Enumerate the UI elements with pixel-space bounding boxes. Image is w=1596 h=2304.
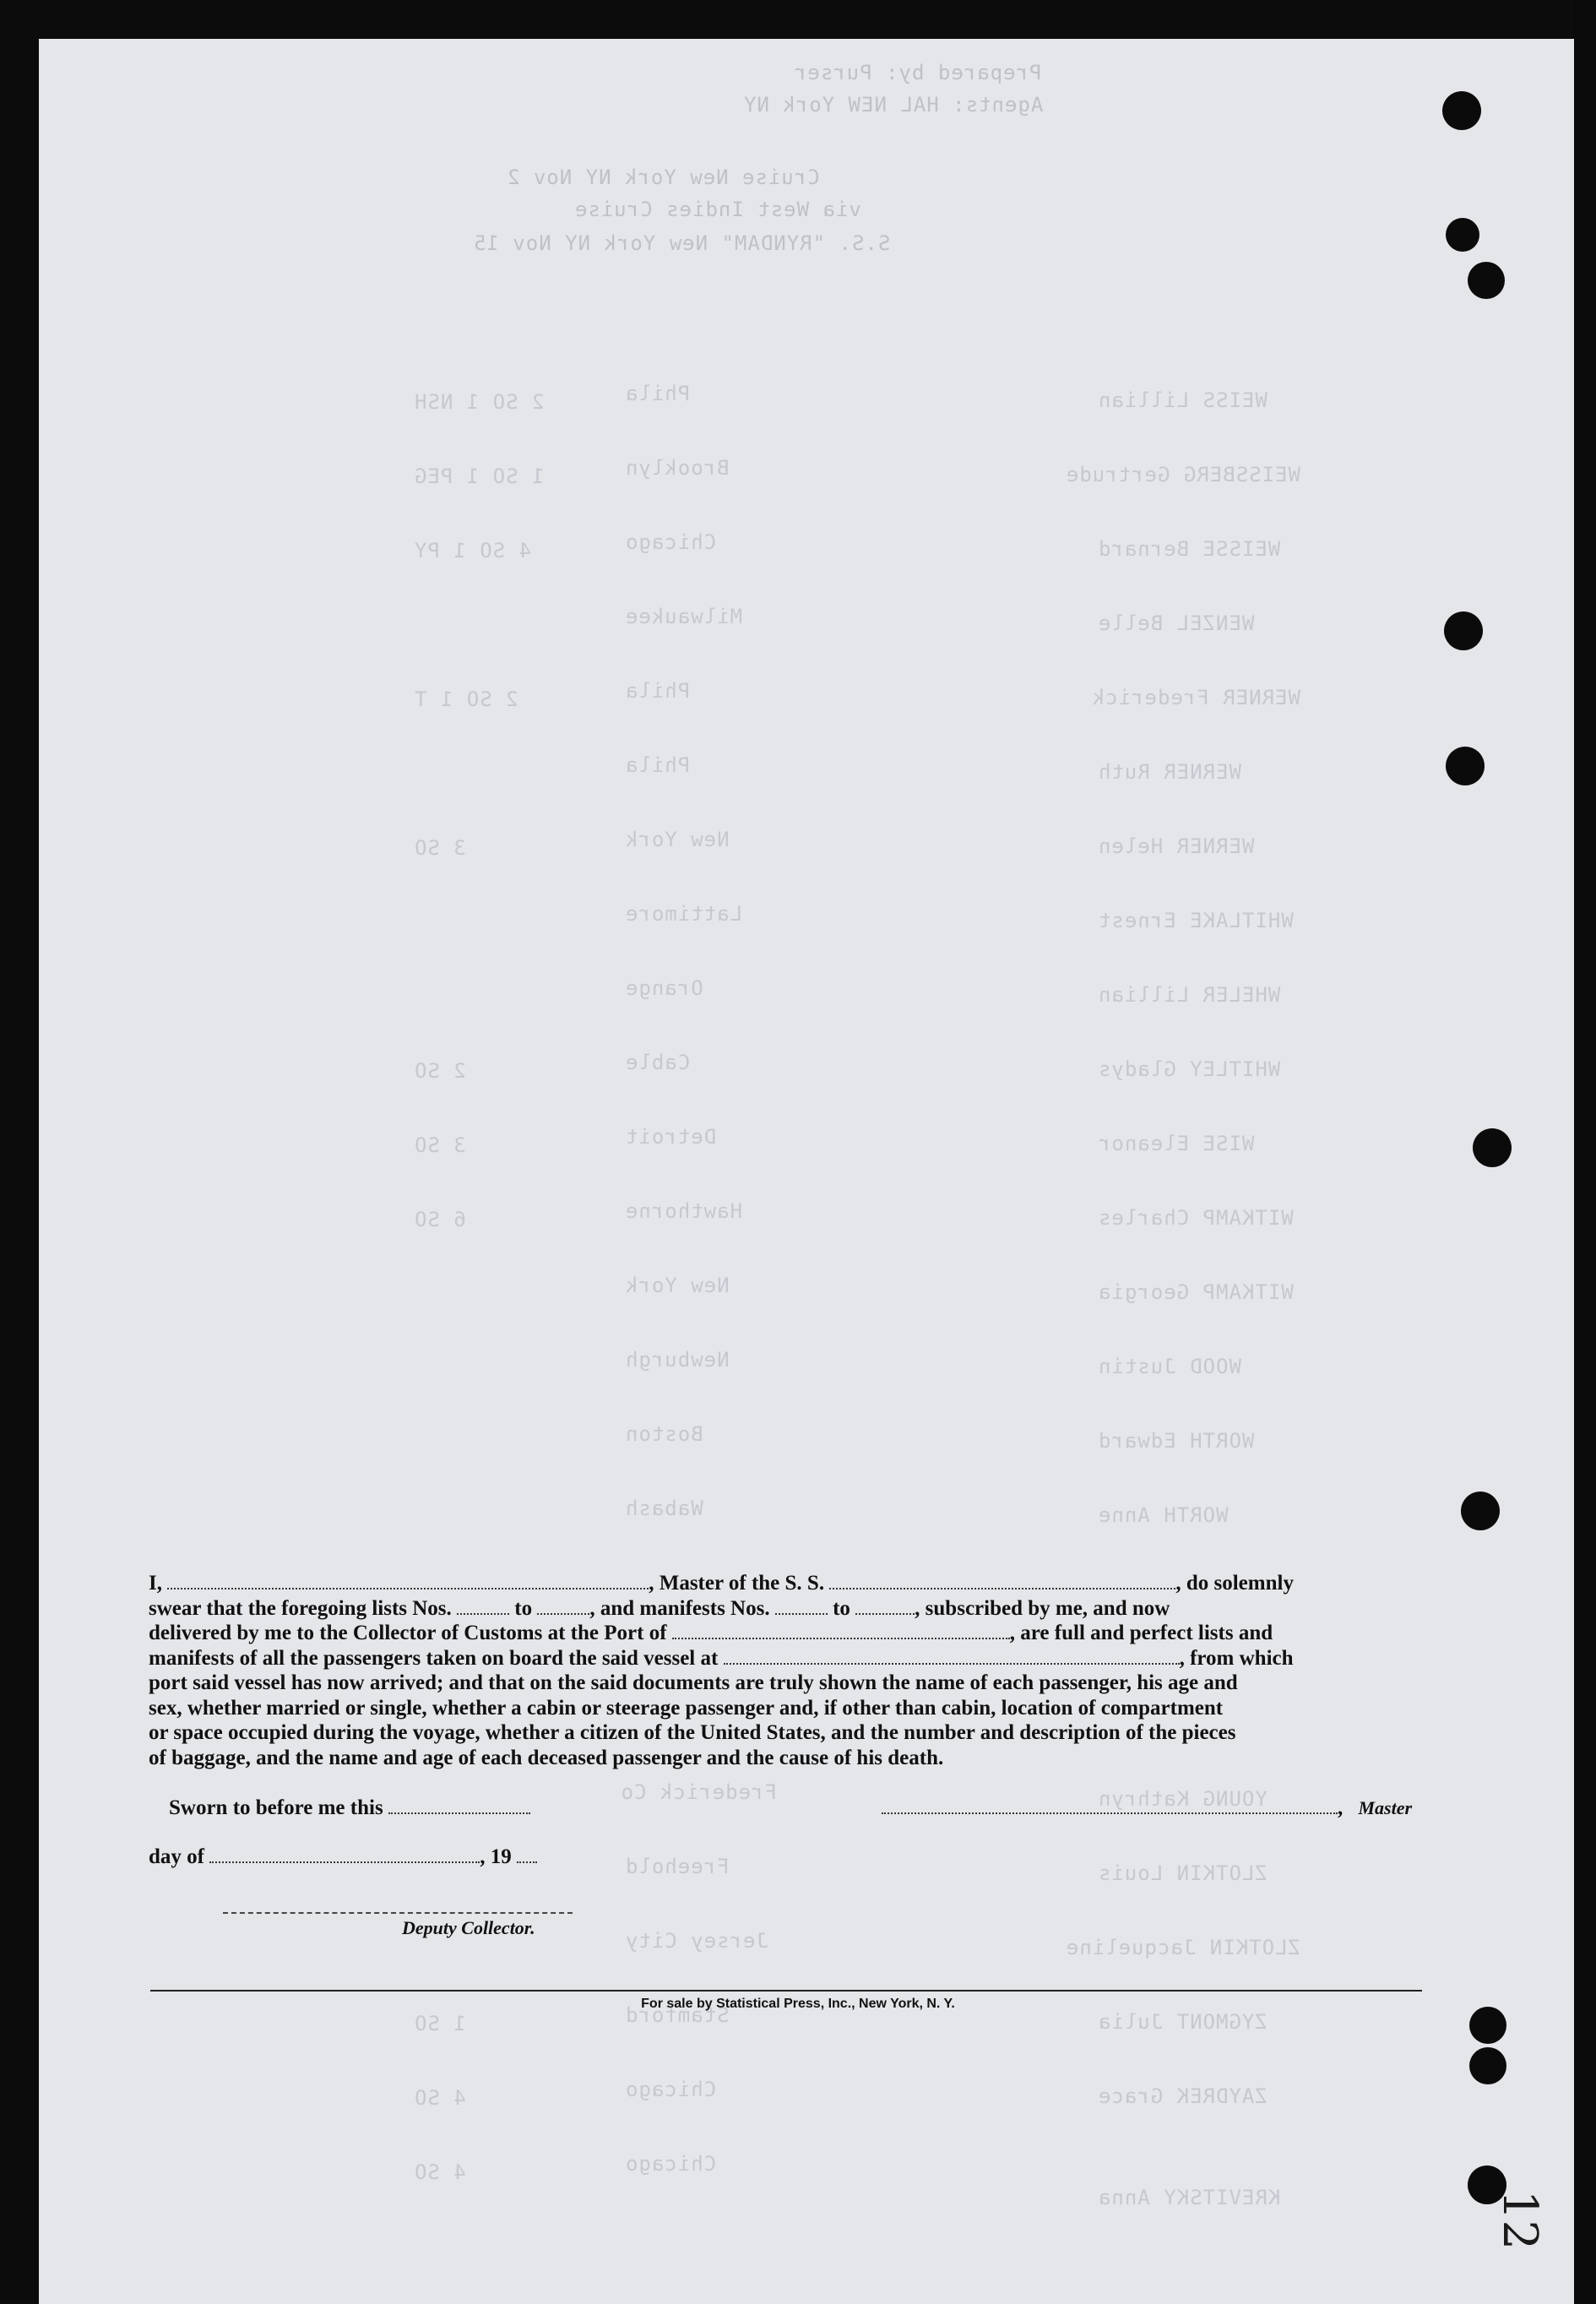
oath-text: , are full and perfect lists and [1009, 1622, 1273, 1644]
bleed-through-text: Freehold [625, 1855, 730, 1878]
fill-in-blank [388, 1796, 530, 1814]
oath-text: , from which [1179, 1646, 1294, 1670]
bleed-through-text: KREVITSKY Anna [1098, 2186, 1281, 2209]
punch-hole [1461, 1492, 1500, 1530]
sworn-label: Sworn to before me this [169, 1796, 383, 1819]
bleed-through-text: Detroit [625, 1125, 717, 1149]
bleed-through-text: 3 SO [414, 836, 466, 860]
oath-text: I, [149, 1572, 162, 1595]
bleed-through-text: 2 SO 1 T [414, 687, 518, 711]
oath-line: port said vessel has now arrived; and that on the said documents are truly shown the name of each passenger, his age and [149, 1671, 1238, 1694]
oath-text: , Master of the S. S. [649, 1572, 825, 1595]
bleed-through-text: Phila [625, 679, 691, 703]
bleed-through-text: 4 SO 1 PY [414, 539, 532, 562]
document-page [39, 39, 1574, 2304]
bleed-through-text: Agents: HAL NEW York NY [743, 93, 1044, 117]
fill-in-blank [672, 1621, 1010, 1639]
oath-text: manifests of all the passengers taken on board the said vessel at [149, 1646, 719, 1670]
bleed-through-text: via West Indies Cruise [574, 198, 861, 221]
bleed-through-text: WEISS Lillian [1098, 389, 1268, 412]
bleed-through-text: WEISSBERG Gertrude [1065, 463, 1300, 486]
fill-in-blank [829, 1571, 1175, 1589]
punch-hole [1468, 262, 1505, 299]
master-signature-line: , Master [882, 1796, 1412, 1820]
fill-in-blank [457, 1596, 509, 1615]
oath-line: sex, whether married or single, whether a cabin or steerage passenger and, if other than cabin, location of compartment [149, 1696, 1224, 1720]
bleed-through-text: Prepared by: Purser [794, 61, 1042, 84]
bleed-through-text: Frederick Co [620, 1780, 777, 1804]
oath-text: to [514, 1596, 533, 1620]
oath-text: delivered by me to the Collector of Customs at the Port of [149, 1622, 667, 1644]
bleed-through-text: New York [625, 1274, 730, 1297]
punch-hole [1473, 1128, 1512, 1167]
deputy-signature-line [223, 1912, 573, 1914]
bleed-through-text: WORTH Anne [1098, 1503, 1229, 1527]
bleed-through-text: Chicago [625, 2078, 717, 2101]
fill-in-blank [537, 1596, 589, 1615]
bleed-through-text: Phila [625, 753, 691, 777]
bleed-through-text: Boston [625, 1422, 703, 1446]
fill-in-blank [517, 1845, 537, 1863]
punch-hole [1442, 91, 1481, 130]
bleed-through-text: WITKAMP Georgia [1098, 1280, 1294, 1304]
oath-line [149, 1571, 1420, 1596]
bleed-through-text: WHITLAKE Ernest [1098, 909, 1294, 932]
sworn-line [169, 1796, 530, 1820]
bleed-through-text: 4 SO [414, 2086, 466, 2110]
bleed-through-text: WHITLEY Gladys [1098, 1057, 1281, 1081]
bleed-through-text: Chicago [625, 2152, 717, 2176]
oath-line [149, 1621, 1420, 1646]
oath-line [149, 1646, 1420, 1671]
deputy-label: Deputy Collector. [402, 1917, 535, 1938]
bleed-through-text: Stamford [625, 2003, 730, 2027]
scan-edge [1574, 0, 1596, 2304]
bleed-through-text: WITKAMP Charles [1098, 1206, 1294, 1230]
bleed-through-text: 6 SO [414, 1208, 466, 1231]
margin-note: 12 [1492, 2189, 1548, 2251]
day-of-label: day of [149, 1845, 204, 1868]
master-label: Master [1358, 1797, 1413, 1818]
bleed-through-text: Milwaukee [625, 605, 743, 628]
fill-in-blank [724, 1646, 1180, 1665]
bleed-through-text: S.S. "RYNDAM" New York NY Nov 15 [473, 231, 891, 255]
punch-hole [1469, 2007, 1506, 2044]
bleed-through-text: 3 SO [414, 1133, 466, 1157]
oath-text: , and manifests Nos. [589, 1596, 770, 1620]
oath-text: to [833, 1596, 850, 1620]
bleed-through-text: ZLOTKIN Jacqueline [1065, 1936, 1300, 1959]
oath-line: or space occupied during the voyage, whether a citizen of the United States, and the number and description of the pieces [149, 1721, 1236, 1744]
bleed-through-text: Orange [625, 976, 703, 1000]
bleed-through-text: 2 SO 1 NSH [414, 390, 545, 414]
bleed-through-text: Cable [625, 1051, 691, 1074]
footer-rule [150, 1990, 1422, 1992]
bleed-through-text: Lattimore [625, 902, 743, 926]
signature-blank [882, 1796, 1338, 1814]
fill-in-blank [775, 1596, 828, 1615]
fill-in-blank [209, 1845, 480, 1863]
bleed-through-text: WENZEL Belle [1098, 611, 1255, 635]
bleed-through-text: WHELER Lillian [1098, 983, 1281, 1007]
bleed-through-text: WISE Eleanor [1098, 1132, 1255, 1155]
day-of-line [149, 1845, 537, 1869]
bleed-through-text: 2 SO [414, 1059, 466, 1083]
bleed-through-text: ZYGMONT Julia [1098, 2010, 1268, 2034]
bleed-through-text: WERNER Ruth [1098, 760, 1241, 784]
bleed-through-text: WORTH Edward [1098, 1429, 1255, 1453]
bleed-through-text: ZLOTKIN Louis [1098, 1861, 1268, 1885]
bleed-through-text: Hawthorne [625, 1199, 743, 1223]
fill-in-blank [855, 1596, 915, 1615]
bleed-through-text: YOUNG Kathryn [1098, 1787, 1268, 1811]
bleed-through-text: New York [625, 828, 730, 851]
oath-text: , do solemnly [1175, 1572, 1294, 1595]
oath-text: , subscribed by me, and now [915, 1596, 1170, 1620]
punch-hole [1446, 747, 1485, 785]
bleed-through-text: Wabash [625, 1497, 703, 1520]
fill-in-blank [167, 1571, 649, 1589]
year-label: , 19 [480, 1845, 512, 1868]
bleed-through-text: WOOD Justin [1098, 1355, 1241, 1378]
bleed-through-text: 1 SO 1 PEG [414, 465, 545, 488]
bleed-through-text: Chicago [625, 530, 717, 554]
punch-hole [1446, 218, 1479, 252]
master-oath-text [149, 1571, 1420, 1770]
bleed-through-text: WERNER Helen [1098, 834, 1255, 858]
bleed-through-text: Brooklyn [625, 456, 730, 480]
bleed-through-text: Cruise New York NY Nov 2 [507, 166, 820, 189]
bleed-through-text: WERNER Frederick [1091, 686, 1300, 709]
bleed-through-text: 4 SO [414, 2160, 466, 2184]
bleed-through-text: WEISSE Bernard [1098, 537, 1281, 561]
oath-line [149, 1596, 1420, 1622]
printer-imprint: For sale by Statistical Press, Inc., New York, N. Y. [641, 1997, 955, 2011]
bleed-through-text: Jersey City [625, 1929, 768, 1953]
punch-hole [1444, 611, 1483, 650]
bleed-through-text: Phila [625, 382, 691, 405]
punch-hole [1469, 2047, 1506, 2084]
bleed-through-text: 1 SO [414, 2012, 466, 2035]
oath-line: of baggage, and the name and age of each deceased passenger and the cause of his death. [149, 1746, 944, 1769]
bleed-through-text: ZAYDREK Grace [1098, 2084, 1268, 2108]
oath-text: swear that the foregoing lists Nos. [149, 1596, 452, 1620]
bleed-through-text: Newburgh [625, 1348, 730, 1372]
